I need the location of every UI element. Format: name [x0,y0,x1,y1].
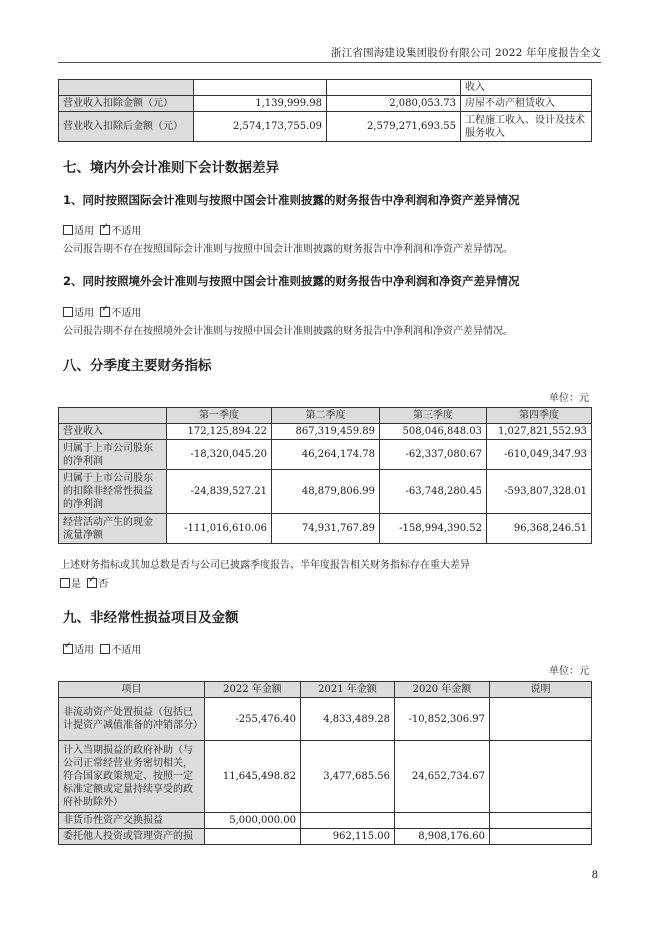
item-label: 委托他人投资或管理资产的损 [59,829,205,845]
amount-2021: 4,833,489.28 [301,698,395,741]
amount-2022: 11,645,498.82 [205,741,301,813]
item-label: 非货币性资产交换损益 [59,813,205,829]
quarterly-discrepancy-note: 上述财务指标或其加总数是否与公司已披露季度报告、半年度报告相关财务指标存在重大差异 [60,560,470,571]
column-header [59,408,167,424]
item-note [490,829,592,845]
page-header-title: 浙江省围海建设集团股份有限公司 2022 年年度报告全文 [331,47,601,59]
value-2021: 2,080,053.73 [327,96,461,112]
header-divider [58,62,601,63]
amount-2020: 24,652,734.67 [395,741,490,813]
checkbox-checked-icon [63,644,73,654]
table-row [59,829,592,845]
section-7-1-text: 公司报告期不存在按照国际会计准则与按照中国会计准则披露的财务报告中净利润和净资产差异情况。 [63,244,513,255]
column-header: 2021 年金额 [301,682,395,698]
item-note [490,813,592,829]
table-row [59,440,592,470]
q3-value: -63,748,280.45 [380,470,487,514]
section-7-2-text: 公司报告期不存在按照境外会计准则与按照中国会计准则披露的财务报告中净利润和净资产差异情况。 [63,326,513,337]
applicability-checkboxes [63,641,141,656]
column-header: 项目 [59,682,205,698]
q3-value: 508,046,848.03 [380,424,487,440]
checkbox-checked-icon [100,225,110,235]
q2-value: 46,264,174.78 [272,440,380,470]
column-header: 第二季度 [272,408,380,424]
table-row [59,470,592,514]
q1-value: 172,125,894.22 [167,424,272,440]
row-note: 房屋不动产租赁收入 [461,96,592,112]
checkbox-checked-icon [100,307,110,317]
option-not-applicable: 不适用 [111,645,142,656]
page-number: 8 [591,870,598,881]
table-row [59,514,592,544]
option-not-applicable: 不适用 [111,308,142,319]
item-label: 非流动资产处置损益（包括已计提资产减值准备的冲销部分） [59,698,205,741]
table-header-row [59,408,592,424]
q2-value: 867,319,459.89 [272,424,380,440]
amount-2022: 5,000,000.00 [205,813,301,829]
amount-2022 [205,829,301,845]
section-7-2-heading: 2、同时按照境外会计准则与按照中国会计准则披露的财务报告中净利润和净资产差异情况 [63,274,520,288]
option-applicable: 适用 [74,645,94,656]
item-note [490,741,592,813]
quarterly-financials-table [58,407,592,544]
table-row [59,698,592,741]
row-label: 归属于上市公司股东的扣除非经常性损益的净利润 [59,470,167,514]
q1-value: -111,016,610.06 [167,514,272,544]
row-label: 经营活动产生的现金流量净额 [59,514,167,544]
table-row [59,80,592,96]
amount-2021: 962,115.00 [301,829,395,845]
column-header: 2022 年金额 [205,682,301,698]
item-note [490,698,592,741]
item-label: 计入当期损益的政府补助（与公司正常经营业务密切相关，符合国家政策规定、按照一定标准定额或定量持续享受的政府补助除外） [59,741,205,813]
q1-value: -24,839,527.21 [167,470,272,514]
column-header: 第三季度 [380,408,487,424]
row-note: 收入 [461,80,592,96]
option-applicable: 适用 [74,308,94,319]
column-header: 说明 [490,682,592,698]
checkbox-empty-icon [60,578,70,588]
q1-value: -18,320,045.20 [167,440,272,470]
value-2022 [194,80,327,96]
q4-value: -593,807,328.01 [487,470,592,514]
value-2022: 2,574,173,755.09 [194,112,327,142]
value-2022: 1,139,999.98 [194,96,327,112]
checkbox-checked-icon [87,578,97,588]
table-row [59,96,592,112]
column-header: 2020 年金额 [395,682,490,698]
table-row [59,424,592,440]
section-7-1-heading: 1、同时按照国际会计准则与按照中国会计准则披露的财务报告中净利润和净资产差异情况 [63,193,520,207]
unit-label: 单位：元 [549,393,589,404]
column-header: 第四季度 [487,408,592,424]
unit-label: 单位：元 [549,666,589,677]
q2-value: 48,879,806.99 [272,470,380,514]
row-label: 归属于上市公司股东的净利润 [59,440,167,470]
table-row [59,741,592,813]
table-row [59,112,592,142]
q4-value: -610,049,347.93 [487,440,592,470]
amount-2020: -10,852,306.97 [395,698,490,741]
q2-value: 74,931,767.89 [272,514,380,544]
option-not-applicable: 不适用 [111,226,142,237]
checkbox-empty-icon [100,644,110,654]
amount-2021: 3,477,685.56 [301,741,395,813]
q4-value: 96,368,246.51 [487,514,592,544]
amount-2021 [301,813,395,829]
checkbox-empty-icon [63,307,73,317]
applicability-checkboxes [63,304,141,319]
option-yes: 是 [71,579,81,590]
non-recurring-items-table [58,681,592,845]
section-7-heading: 七、境内外会计准则下会计数据差异 [63,160,279,176]
applicability-checkboxes [63,222,141,237]
amount-2022: -255,476.40 [205,698,301,741]
revenue-deduction-table [58,79,592,142]
checkbox-empty-icon [63,225,73,235]
column-header: 第一季度 [167,408,272,424]
section-8-heading: 八、分季度主要财务指标 [63,358,212,374]
discrepancy-checkboxes [60,575,108,590]
q4-value: 1,027,821,552.93 [487,424,592,440]
row-label: 营业收入扣除后金额（元） [59,112,194,142]
amount-2020 [395,813,490,829]
table-row [59,813,592,829]
row-label: 营业收入 [59,424,167,440]
option-no: 否 [98,579,109,590]
value-2021 [327,80,461,96]
row-label: 营业收入扣除金额（元） [59,96,194,112]
q3-value: -158,994,390.52 [380,514,487,544]
table-header-row [59,682,592,698]
option-applicable: 适用 [74,226,94,237]
value-2021: 2,579,271,693.55 [327,112,461,142]
row-note: 工程施工收入、设计及技术服务收入 [461,112,592,142]
section-9-heading: 九、非经常性损益项目及金额 [63,610,239,626]
q3-value: -62,337,080.67 [380,440,487,470]
amount-2020: 8,908,176.60 [395,829,490,845]
row-label [59,80,194,96]
